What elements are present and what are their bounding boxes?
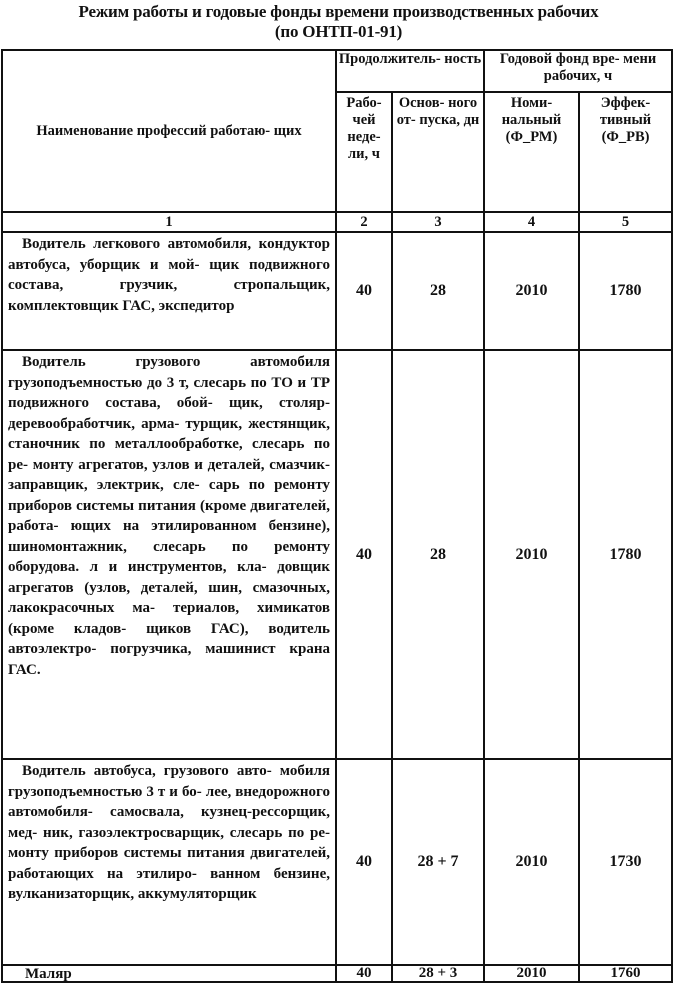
table-row	[2, 232, 672, 350]
header-nominal: Номи- нальный (Ф_РМ)	[484, 92, 579, 212]
week-hours: 40	[336, 350, 392, 759]
header-effective: Эффек- тивный (Ф_РВ)	[579, 92, 672, 212]
week-hours: 40	[336, 232, 392, 350]
vacation-days: 28	[392, 350, 484, 759]
table-row	[2, 965, 672, 982]
header-annual-fund-group: Годовой фонд вре- мени рабочих, ч	[484, 50, 672, 92]
column-number: 1	[2, 212, 336, 232]
nominal-fund: 2010	[484, 350, 579, 759]
table-row	[2, 759, 672, 965]
header-work-week: Рабо- чей неде- ли, ч	[336, 92, 392, 212]
effective-fund: 1780	[579, 350, 672, 759]
effective-fund: 1760	[579, 965, 672, 982]
vacation-days: 28 + 7	[392, 759, 484, 965]
week-hours: 40	[336, 759, 392, 965]
nominal-fund: 2010	[484, 232, 579, 350]
profession-list: Водитель легкового автомобиля, кондуктор автобуса, уборщик и мой- щик подвижного состава, грузчик, стропальщик, комплектовщик ГАС, экспедитор	[2, 232, 336, 350]
profession-list: Маляр	[2, 965, 336, 982]
effective-fund: 1730	[579, 759, 672, 965]
profession-list: Водитель грузового автомобиля грузоподъемностью до 3 т, слесарь по ТО и ТР подвижного состава, обой- щик, столяр-деревообработчик, арма- турщик, жестянщик, станочник по металлообработке, слесарь по ре- монту агрегатов, узлов и деталей, смазчик-заправщик, электрик, сле- сарь по ремонту приборов системы питания (кроме двигателей, работа- ющих на этилированном бензине), шиномонтажник, слесарь по ремонту оборудова. л и инструментов, кла- довщик агрегатов (узлов, деталей, шин, смазочных, лакокрасочных ма- териалов, химикатов (кроме кладов- щиков ГАС), водитель автоэлектро- погрузчика, машинист крана ГАС.	[2, 350, 336, 759]
column-number: 5	[579, 212, 672, 232]
column-number: 2	[336, 212, 392, 232]
column-number: 4	[484, 212, 579, 232]
nominal-fund: 2010	[484, 965, 579, 982]
column-number: 3	[392, 212, 484, 232]
document-title	[0, 2, 677, 42]
week-hours: 40	[336, 965, 392, 982]
title-line-1: Режим работы и годовые фонды времени производственных рабочих	[78, 2, 599, 21]
vacation-days: 28 + 3	[392, 965, 484, 982]
nominal-fund: 2010	[484, 759, 579, 965]
header-row-1	[2, 50, 672, 92]
effective-fund: 1780	[579, 232, 672, 350]
profession-list: Водитель автобуса, грузового авто- мобиля грузоподъемностью 3 т и бо- лее, внедорожного автомобиля- самосвала, кузнец-рессорщик, мед- ник, газоэлектросварщик, слесарь по ре-монту приборов системы питания двигателей, работающих на этилиро- ванном бензине, вулканизаторщик, аккумуляторщик	[2, 759, 336, 965]
header-duration-group: Продолжитель- ность	[336, 50, 484, 92]
table-row	[2, 350, 672, 759]
header-vacation: Основ- ного от- пуска, дн	[392, 92, 484, 212]
title-line-2: (по ОНТП-01-91)	[274, 22, 403, 41]
vacation-days: 28	[392, 232, 484, 350]
work-schedule-table	[1, 49, 673, 983]
column-number-row	[2, 212, 672, 232]
header-profession-name: Наименование профессий работаю- щих	[2, 50, 336, 212]
